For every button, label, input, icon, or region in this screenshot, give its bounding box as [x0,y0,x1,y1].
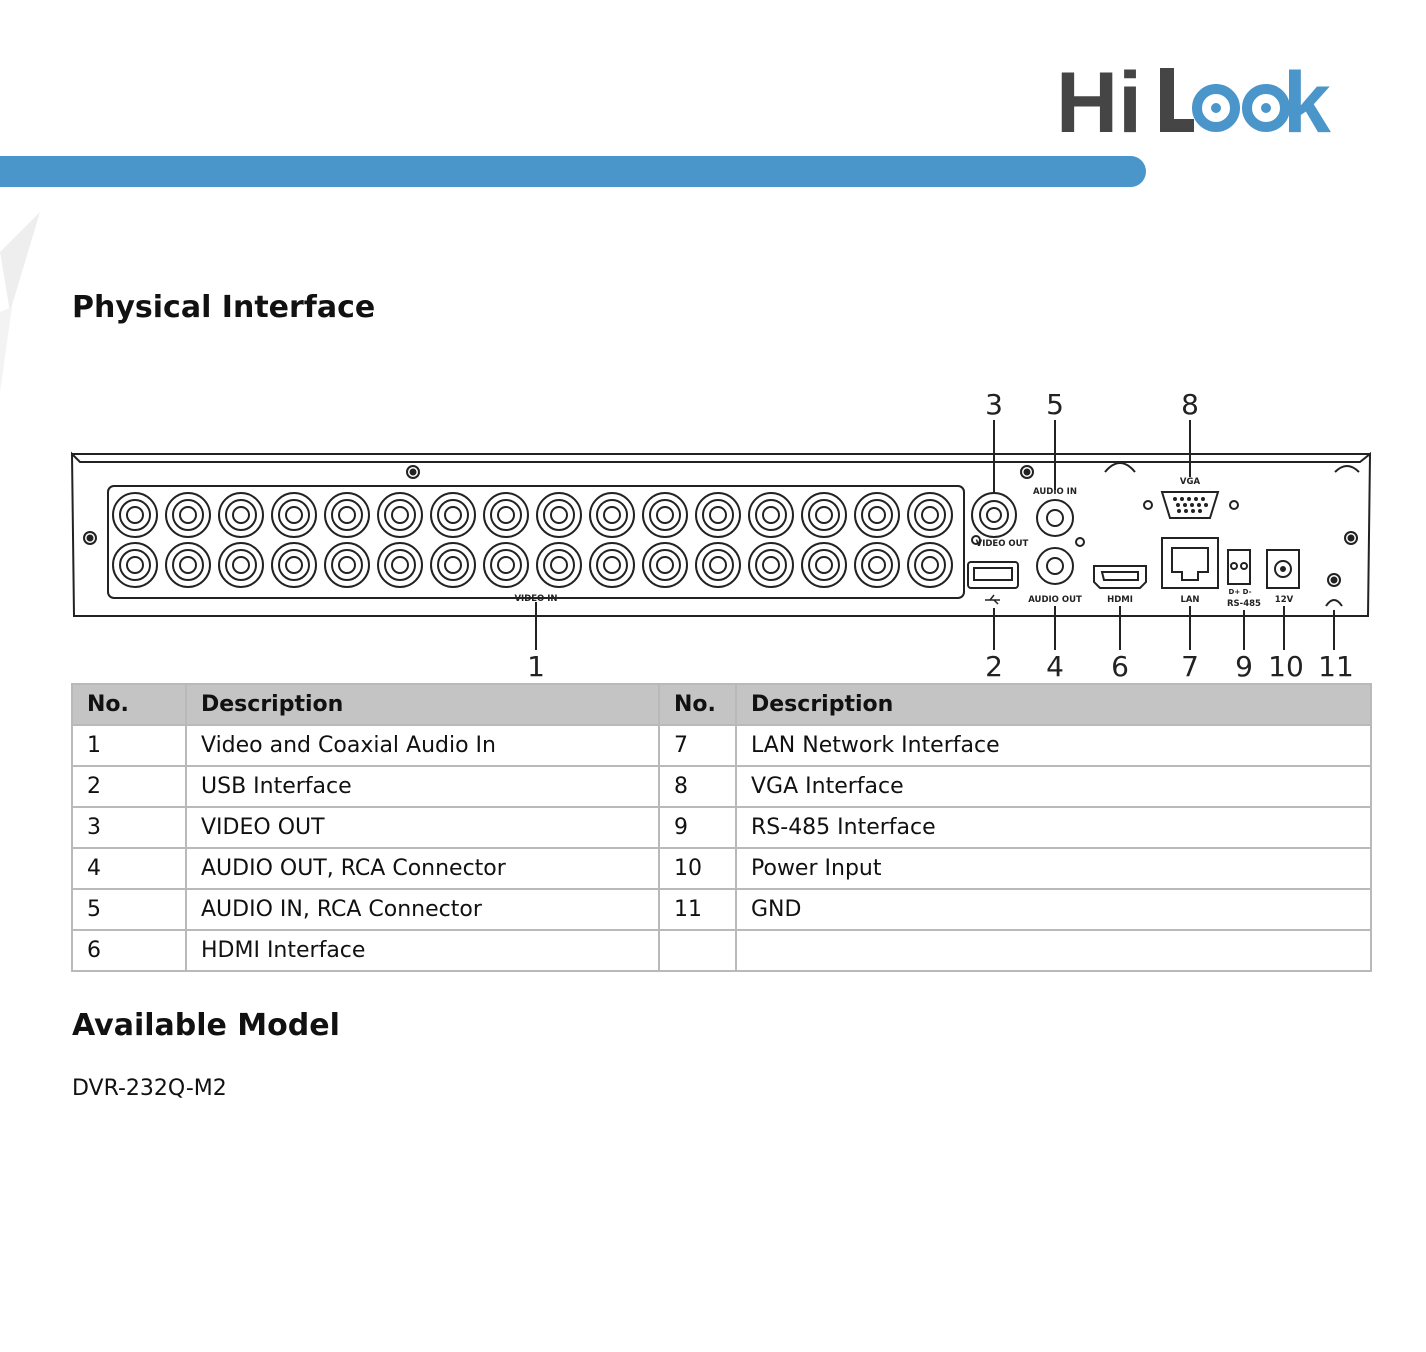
table-header-row [72,684,1371,725]
bnc-video-in-connector [590,493,634,537]
callout-number: 5 [1046,388,1064,421]
cell-no: 2 [72,766,186,807]
bnc-video-in-connector [378,493,422,537]
bnc-video-in-connector [166,493,210,537]
bnc-video-in-connector [325,543,369,587]
cell-no: 7 [659,725,736,766]
bnc-video-in-connector [484,543,528,587]
label-hdmi: HDMI [1107,595,1133,605]
bnc-video-in-connector [484,493,528,537]
cell-description: USB Interface [186,766,659,807]
bnc-video-in-connector [537,543,581,587]
bnc-video-in-connector [749,543,793,587]
header-description-right: Description [736,684,1371,725]
rear-panel-diagram [60,380,1380,685]
bnc-video-in-connector [696,493,740,537]
cell-no: 3 [72,807,186,848]
bnc-video-in-connector [643,493,687,537]
page-title: Physical Interface [72,290,376,325]
callout-number: 10 [1268,650,1304,683]
cell-no: 1 [72,725,186,766]
bnc-video-in-connector [113,543,157,587]
bnc-video-in-connector [113,493,157,537]
table-row [72,889,1371,930]
section-title-available-model: Available Model [72,1008,340,1043]
label-video-out: VIDEO OUT [975,539,1029,549]
bnc-video-in-connector [908,493,952,537]
cell-no: 9 [659,807,736,848]
cell-no: 10 [659,848,736,889]
cell-no: 6 [72,930,186,971]
hilook-logo [1056,55,1331,151]
cell-description: Video and Coaxial Audio In [186,725,659,766]
cell-no: 8 [659,766,736,807]
bnc-video-in-connector [325,493,369,537]
cell-description: VIDEO OUT [186,807,659,848]
header-description-left: Description [186,684,659,725]
callout-number: 11 [1318,650,1354,683]
callout-number: 8 [1181,388,1199,421]
label-rs485: RS-485 [1227,599,1261,609]
bnc-video-in-connector [272,493,316,537]
table-row [72,766,1371,807]
table-row [72,725,1371,766]
bnc-video-in-connector [431,543,475,587]
label-audio-in: AUDIO IN [1033,487,1077,497]
chassis-outline [72,454,1370,616]
cell-description [736,930,1371,971]
physical-interface-table [71,683,1372,972]
logo-text-k: k [1283,55,1331,151]
label-audio-out: AUDIO OUT [1028,595,1082,605]
header-no-right: No. [659,684,736,725]
video-in-block [108,486,964,598]
cell-no [659,930,736,971]
cell-description: VGA Interface [736,766,1371,807]
cell-description: LAN Network Interface [736,725,1371,766]
cell-description: Power Input [736,848,1371,889]
callout-number: 4 [1046,650,1064,683]
cell-description: AUDIO OUT, RCA Connector [186,848,659,889]
cell-description: RS-485 Interface [736,807,1371,848]
cell-description: HDMI Interface [186,930,659,971]
bnc-video-in-connector [855,543,899,587]
bnc-video-in-connector [749,493,793,537]
table-row [72,930,1371,971]
bnc-video-in-connector [802,543,846,587]
label-vga: VGA [1179,477,1201,487]
bnc-video-in-connector [219,543,263,587]
logo-l-foot [1160,119,1194,132]
model-number: DVR-232Q-M2 [72,1076,227,1101]
callout-number: 7 [1181,650,1199,683]
bnc-video-in-connector [590,543,634,587]
callout-number: 6 [1111,650,1129,683]
callout-number: 3 [985,388,1003,421]
callout-number: 1 [527,650,545,683]
cell-no: 5 [72,889,186,930]
label-lan: LAN [1180,595,1200,605]
cell-no: 4 [72,848,186,889]
header-no-left: No. [72,684,186,725]
callout-number: 2 [985,650,1003,683]
bnc-video-in-connector [537,493,581,537]
cell-description: AUDIO IN, RCA Connector [186,889,659,930]
label-video-in: VIDEO IN [514,594,558,604]
bnc-video-in-connector [643,543,687,587]
label-power: 12V [1274,595,1294,605]
bnc-video-in-connector [378,543,422,587]
table-row [72,807,1371,848]
corner-decoration [0,212,46,392]
bnc-video-in-connector [855,493,899,537]
cell-description: GND [736,889,1371,930]
bnc-video-in-connector [272,543,316,587]
bnc-video-in-connector [696,543,740,587]
bnc-video-in-connector [219,493,263,537]
bnc-video-in-connector [908,543,952,587]
table-row [72,848,1371,889]
label-rs485-pins: D+ D- [1228,588,1252,596]
callout-number: 9 [1235,650,1253,683]
header-accent-bar [0,156,1146,187]
bnc-video-in-connector [431,493,475,537]
cell-no: 11 [659,889,736,930]
bnc-video-in-connector [802,493,846,537]
bnc-video-in-connector [166,543,210,587]
logo-text-hi: Hi [1056,55,1142,151]
